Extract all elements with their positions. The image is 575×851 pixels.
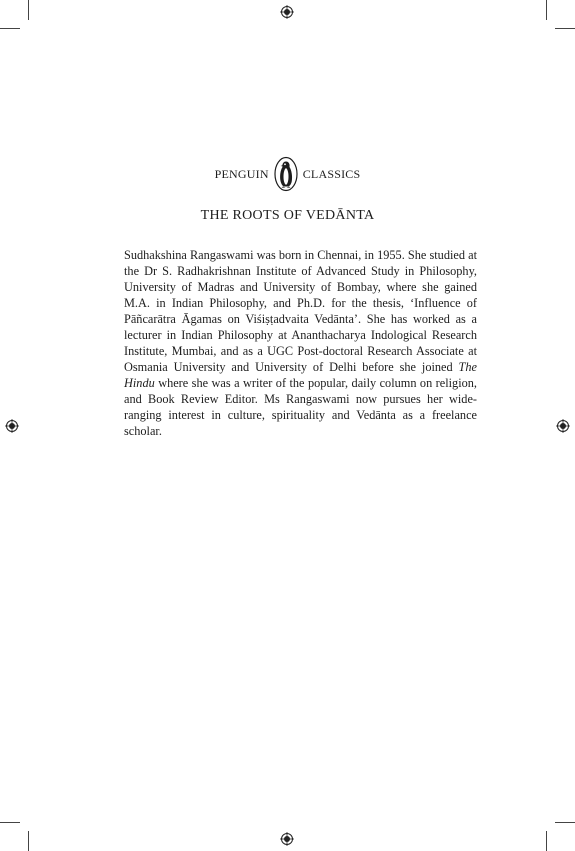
crop-mark-top-right-h [555, 28, 575, 29]
bio-text-after: where she was a writer of the popular, daily column on religion, and Book Review Editor. Ms Rangaswami now pursues her wide-ranging interest in culture, spirituality and Vedānta as a freelance scholar. [124, 376, 477, 438]
crop-mark-bottom-right [546, 831, 547, 851]
crop-mark-bottom-right-h [555, 822, 575, 823]
crop-mark-top-left-h [0, 28, 20, 29]
crop-mark-bottom-left-h [0, 822, 20, 823]
series-imprint [0, 156, 575, 192]
bio-italic-newspaper: The Hindu [124, 360, 477, 390]
crop-mark-top-right [546, 0, 547, 20]
series-word-penguin: PENGUIN [214, 166, 269, 181]
registration-mark-top-icon [280, 5, 294, 19]
registration-mark-left-icon [5, 419, 19, 433]
registration-mark-right-icon [556, 419, 570, 433]
author-biography [124, 247, 477, 439]
crop-mark-bottom-left [28, 831, 29, 851]
penguin-logo-icon [273, 156, 299, 192]
crop-mark-top-left [28, 0, 29, 20]
registration-mark-bottom-icon [280, 832, 294, 846]
series-word-classics: CLASSICS [302, 166, 361, 181]
book-title: THE ROOTS OF VEDĀNTA [200, 208, 375, 223]
bio-text-before: Sudhakshina Rangaswami was born in Chennai, in 1955. She studied at the Dr S. Radhakrishnan Institute of Advanced Study in Philosophy, University of Madras and University of Bombay, where she gained M.A. in Indian Philosophy, and Ph.D. for the thesis, ‘Influence of Pāñcarātra Āgamas on Viśiṣṭadvaita Vedānta’. She has worked as a lecturer in Indian Philosophy at Ananthacharya Indological Research Institute, Mumbai, and as a UGC Post-doctoral Research Associate at Osmania University and University of Delhi before she joined [124, 248, 477, 374]
